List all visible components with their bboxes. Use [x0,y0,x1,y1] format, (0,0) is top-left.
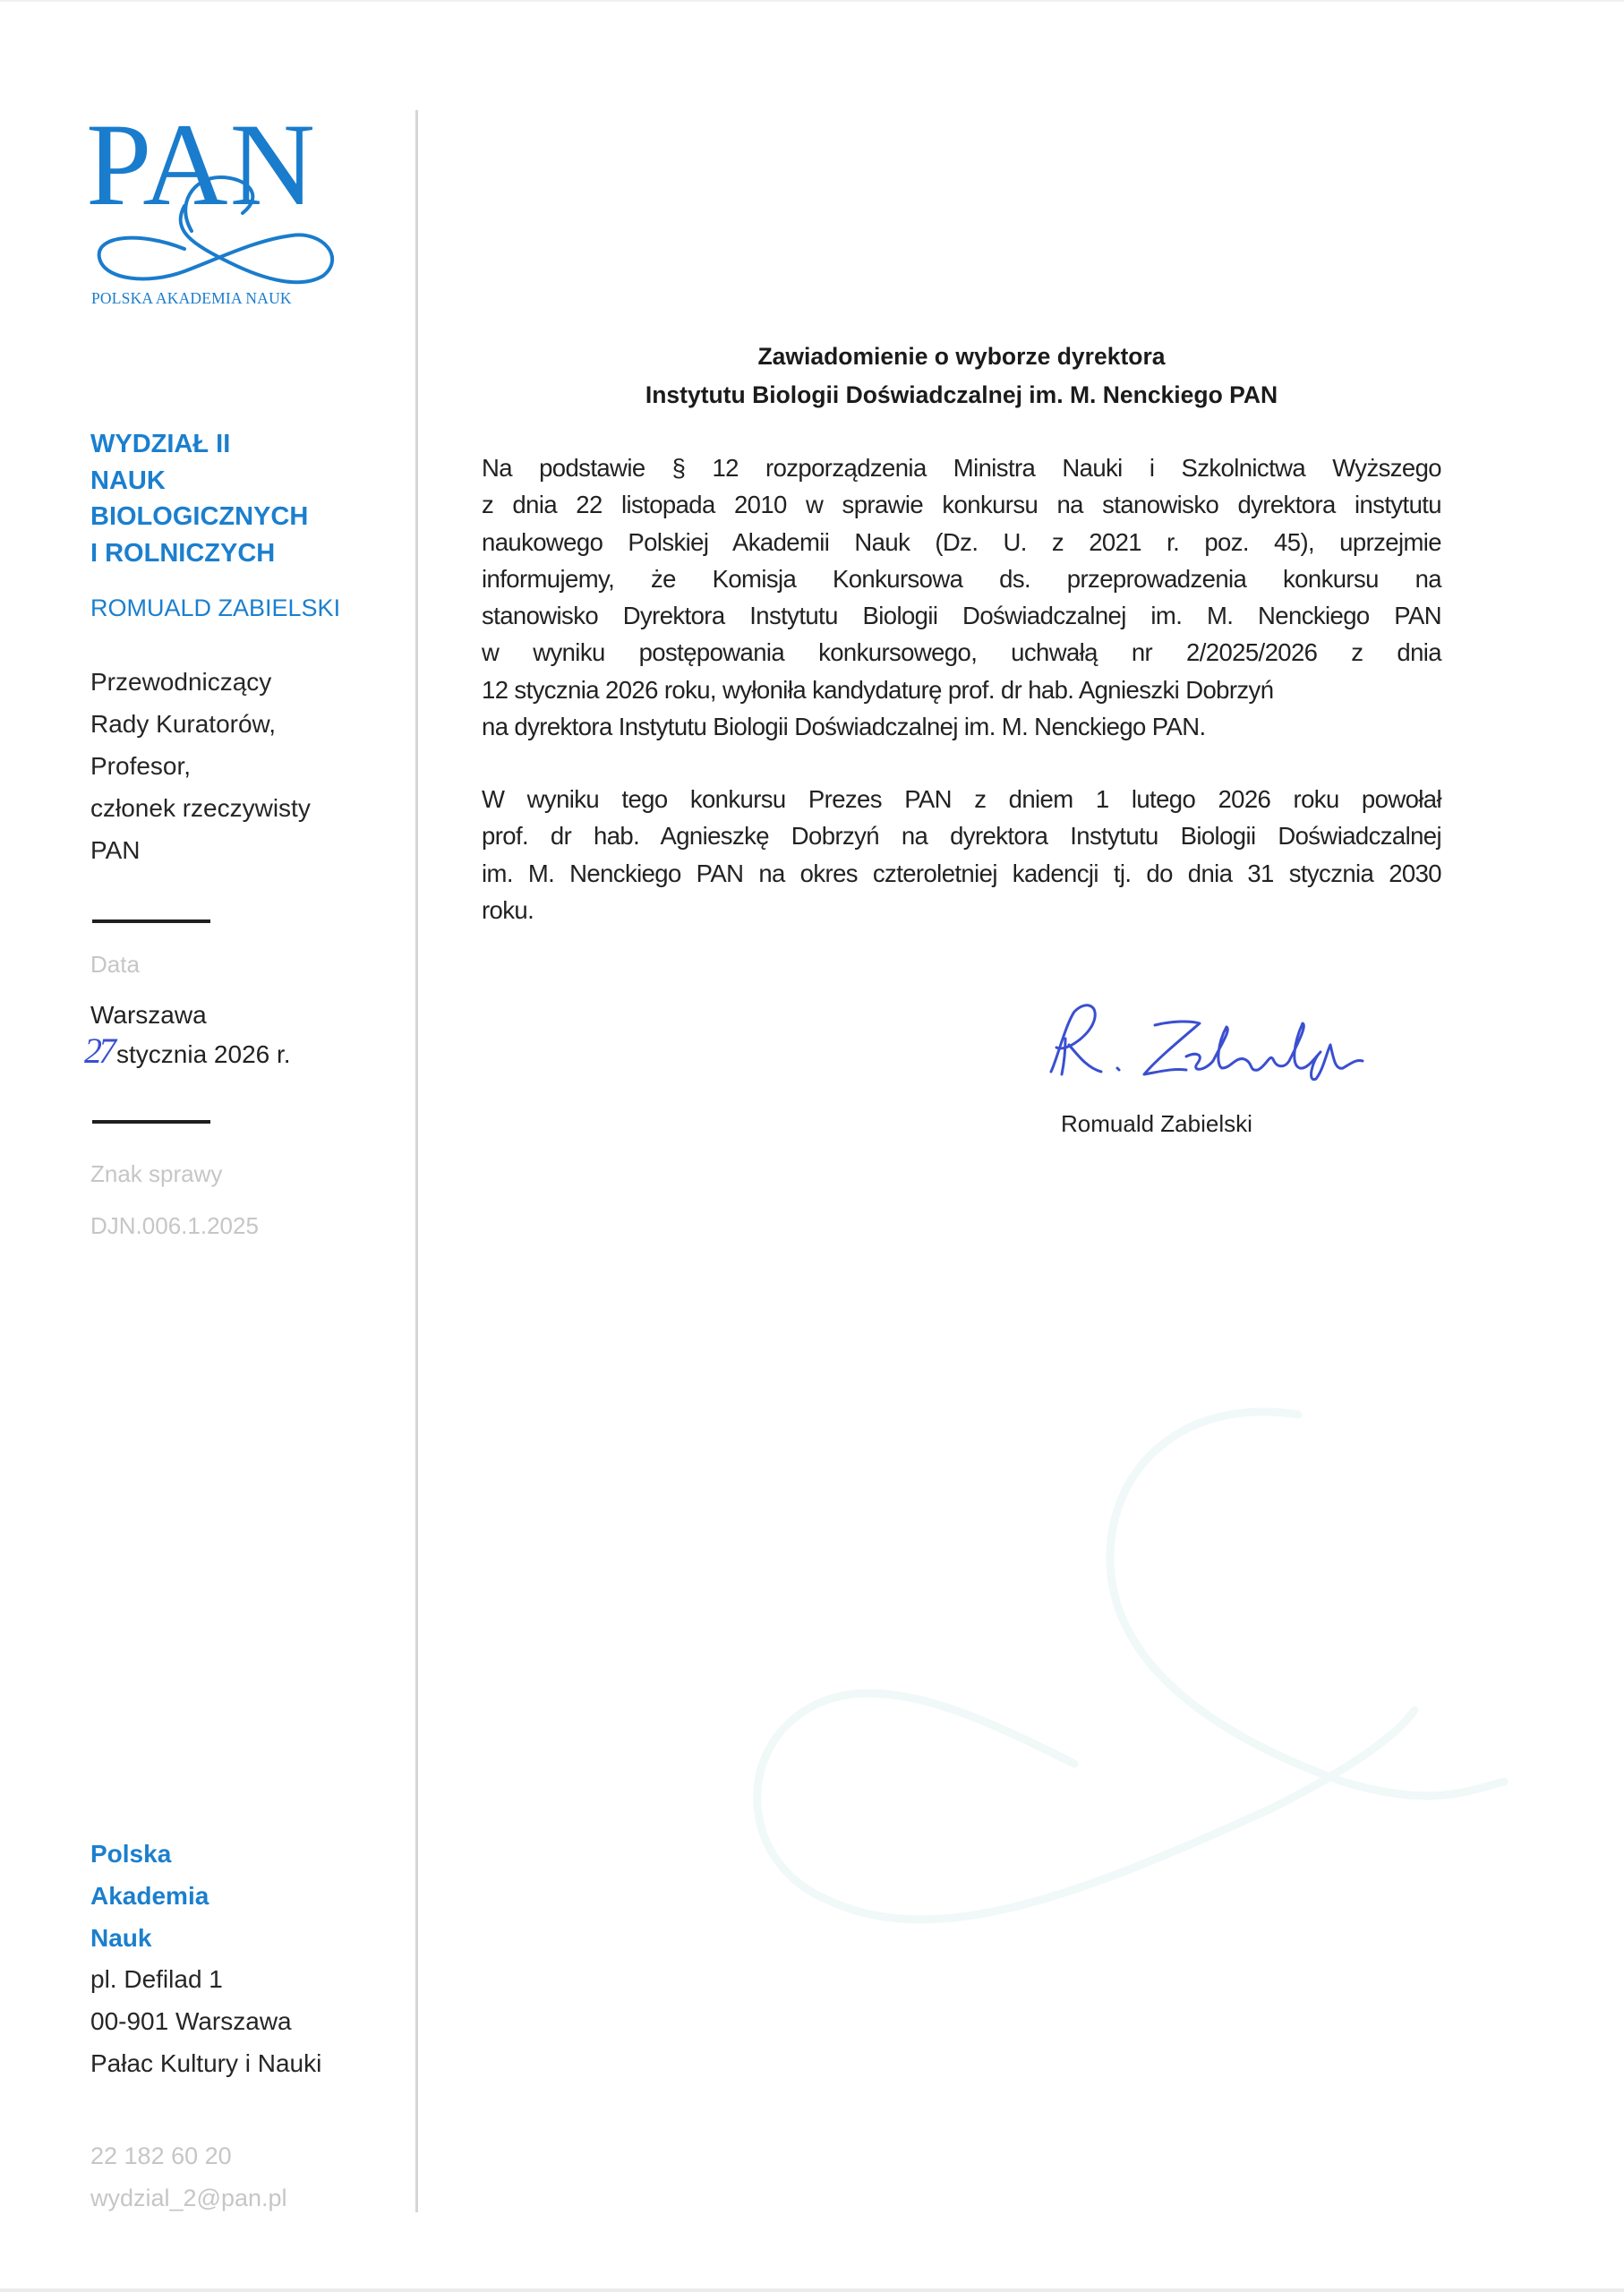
case-number: DJN.006.1.2025 [90,1212,259,1239]
paragraph-line: im. M. Nenckiego PAN na okres czteroletniej kadencji tj. do dnia 31 stycznia 2030 [482,859,1441,887]
date-month-year: stycznia 2026 r. [116,1040,291,1068]
date-label: Data [90,951,140,978]
case-label: Znak sprawy [90,1160,223,1187]
paragraph-2 [482,781,1441,928]
footer-phone[interactable]: 22 182 60 20 [90,2142,232,2169]
separator-dash [92,919,210,923]
paragraph-line: z dnia 22 listopada 2010 w sprawie konkursu na stanowisko dyrektora instytutu [482,491,1441,519]
pan-logo [86,98,346,312]
paragraph-line: roku. [482,895,534,924]
logo-wordmark: PAN [86,98,317,230]
title-line: Instytutu Biologii Doświadczalnej im. M. Nenckiego PAN [645,381,1278,408]
logo-infinity-icon [86,98,346,312]
date-city: Warszawa [90,1001,207,1029]
footer-org [90,1833,209,1959]
title-line: Zawiadomienie o wyborze dyrektora [757,343,1166,370]
paragraph-line: naukowego Polskiej Akademii Nauk (Dz. U. z 2021 r. poz. 45), uprzejmie [482,527,1441,556]
role-line: Przewodniczący [90,668,272,696]
division-line: BIOLOGICZNYCH [90,502,309,531]
paragraph-line: na dyrektora Instytutu Biologii Doświadczalnej im. M. Nenckiego PAN. [482,713,1206,741]
paragraph-line: prof. dr hab. Agnieszkę Dobrzyń na dyrektora Instytutu Biologii Doświadczalnej [482,822,1441,851]
paragraph-line: 12 stycznia 2026 roku, wyłoniła kandydaturę prof. dr hab. Agnieszki Dobrzyń [482,675,1274,704]
paragraph-line: W wyniku tego konkursu Prezes PAN z dniem 1 lutego 2026 roku powołał [482,785,1441,813]
footer-org-line: Nauk [90,1924,152,1952]
role-line: Rady Kuratorów, [90,710,276,738]
logo-tagline: POLSKA AKADEMIA NAUK [91,289,292,307]
role-line: Profesor, [90,752,192,780]
footer-org-line: Akademia [90,1882,209,1910]
handwritten-day: 27 [84,1031,113,1071]
chair-role [90,661,311,871]
paragraph-line: Na podstawie § 12 rozporządzenia Ministra Nauki i Szkolnictwa Wyższego [482,454,1441,482]
letter-title [482,338,1441,415]
paragraph-line: w wyniku postępowania konkursowego, uchwałą nr 2/2025/2026 z dnia [482,638,1441,667]
watermark-swirl-icon [716,1361,1624,2220]
separator-dash [92,1120,210,1124]
address-line: Pałac Kultury i Nauki [90,2049,322,2077]
paragraph-line: informujemy, że Komisja Konkursowa ds. przeprowadzenia konkursu na [482,564,1441,593]
signatory-name: Romuald Zabielski [1061,1110,1252,1137]
role-line: członek rzeczywisty [90,794,311,822]
sidebar-divider [415,110,418,2212]
chair-name: ROMUALD ZABIELSKI [90,594,341,621]
division-line: WYDZIAŁ II [90,430,231,458]
address-line: pl. Defilad 1 [90,1965,223,1993]
scan-edge-top [0,0,1624,2]
role-line: PAN [90,836,141,864]
division-name [90,426,308,571]
footer-org-line: Polska [90,1840,172,1868]
paragraph-line: stanowisko Dyrektora Instytutu Biologii Doświadczalnej im. M. Nenckiego PAN [482,602,1441,630]
date-line [84,1030,291,1072]
division-line: NAUK [90,466,166,495]
footer-email[interactable]: wydzial_2@pan.pl [90,2185,287,2211]
scan-edge-bottom [0,2288,1624,2292]
handwritten-signature [1039,989,1415,1088]
footer-address [90,1958,321,2084]
address-line: 00-901 Warszawa [90,2007,292,2035]
paragraph-1 [482,449,1441,745]
division-line: I ROLNICZYCH [90,538,276,568]
